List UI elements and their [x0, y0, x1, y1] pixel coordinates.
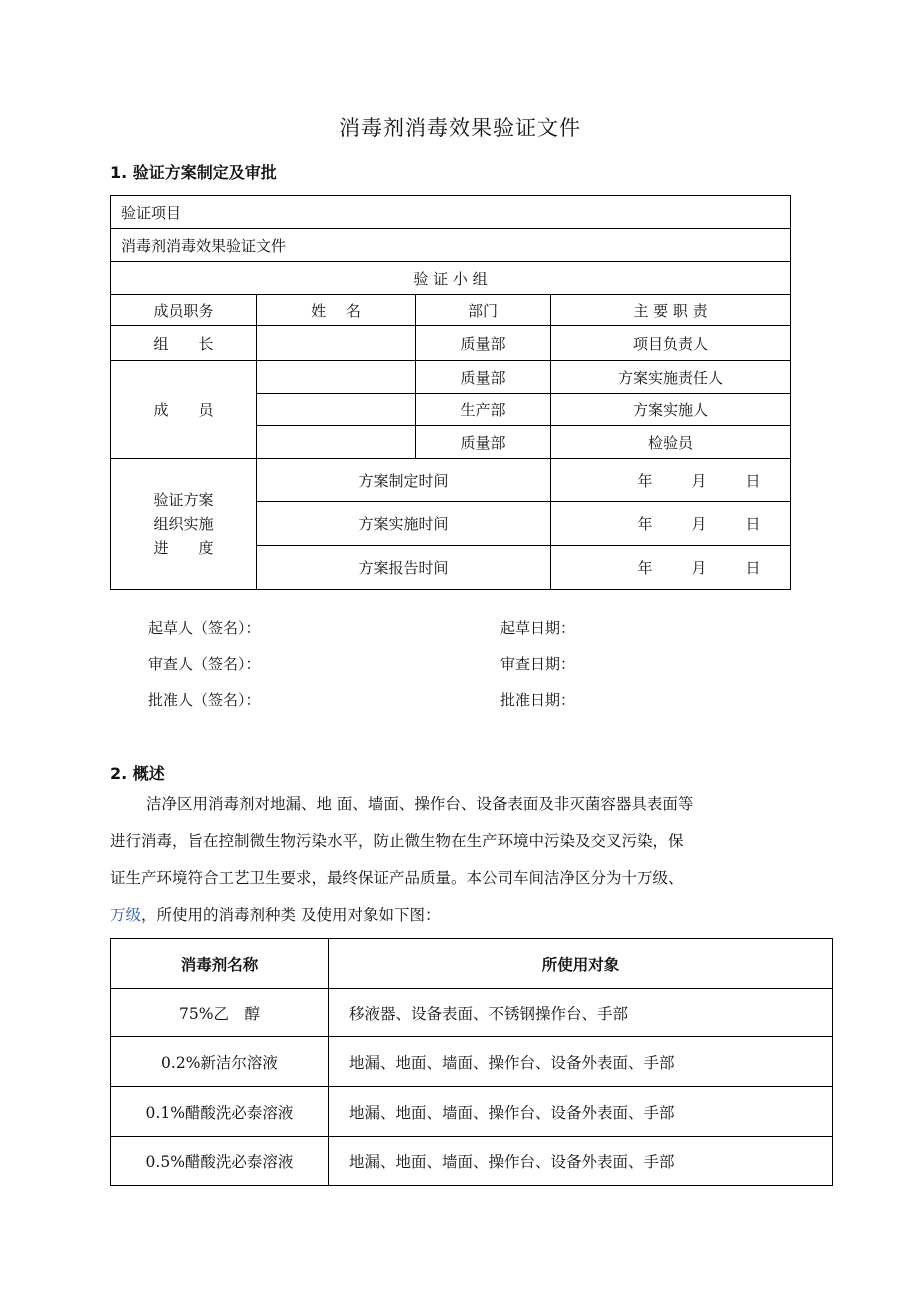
usage-target: 地漏、地面、墙面、操作台、设备外表面、手部	[329, 1037, 833, 1087]
disinfectant-table	[110, 938, 833, 1186]
approver-signature: 批准人（签名）：	[148, 691, 261, 709]
schedule-label-line: 组织实施	[153, 515, 214, 533]
usage-target: 地漏、地面、墙面、操作台、设备外表面、手部	[329, 1137, 833, 1186]
header-name: 姓 名	[257, 295, 416, 326]
review-date: 审查日期：	[500, 655, 576, 673]
year-label: 年	[637, 471, 653, 490]
year-label: 年	[637, 515, 653, 533]
leader-dept: 质量部	[416, 326, 551, 361]
para-line-rest: ，所使用的消毒剂种类 及使用对象如下图：	[141, 906, 441, 924]
schedule-item: 方案制定时间	[257, 459, 551, 502]
draft-date: 起草日期：	[500, 619, 576, 637]
leader-role: 组 长	[111, 326, 257, 361]
approval-table	[110, 195, 791, 590]
header-duty: 主 要 职 责	[551, 295, 791, 326]
member-dept: 质量部	[416, 361, 551, 394]
month-label: 月	[691, 559, 707, 577]
para-line	[110, 897, 810, 934]
para-line: 证生产环境符合工艺卫生要求，最终保证产品质量。本公司车间洁净区分为十万级、	[110, 869, 684, 887]
section2-heading: 2. 概述	[110, 764, 165, 783]
overview-paragraph	[110, 786, 810, 934]
month-label: 月	[691, 515, 707, 533]
day-label: 日	[745, 515, 761, 533]
schedule-label-line: 验证方案	[153, 491, 214, 509]
member-dept: 质量部	[416, 426, 551, 459]
member-dept: 生产部	[416, 394, 551, 426]
disinfectant-name: 0.1%醋酸洗必泰溶液	[111, 1087, 329, 1137]
usage-target: 地漏、地面、墙面、操作台、设备外表面、手部	[329, 1087, 833, 1137]
member-name	[257, 426, 416, 459]
usage-target: 移液器、设备表面、不锈钢操作台、手部	[329, 989, 833, 1037]
schedule-date	[551, 459, 791, 502]
member-duty: 方案实施人	[551, 394, 791, 426]
para-line: 洁净区用消毒剂对地漏、地 面、墙面、操作台、设备表面及非灭菌容器具表面等	[146, 795, 694, 813]
leader-name	[257, 326, 416, 361]
month-label: 月	[691, 471, 707, 490]
disinfectant-name: 75%乙 醇	[111, 989, 329, 1037]
disinfectant-name: 0.2%新洁尔溶液	[111, 1037, 329, 1087]
year-label: 年	[637, 559, 653, 577]
schedule-item: 方案报告时间	[257, 546, 551, 590]
day-label: 日	[745, 471, 761, 490]
reviewer-signature: 审查人（签名）：	[148, 655, 261, 673]
approval-date: 批准日期：	[500, 691, 576, 709]
member-name	[257, 361, 416, 394]
drafter-signature: 起草人（签名）：	[148, 619, 261, 637]
member-name	[257, 394, 416, 426]
header-role: 成员职务	[111, 295, 257, 326]
schedule-date	[551, 546, 791, 590]
section1-heading: 1. 验证方案制定及审批	[110, 163, 277, 182]
group-title: 验 证 小 组	[111, 262, 791, 295]
schedule-label-line: 进 度	[153, 539, 214, 557]
leader-duty: 项目负责人	[551, 326, 791, 361]
level-link[interactable]: 万级	[110, 906, 142, 924]
members-role: 成 员	[111, 361, 257, 459]
disinfectant-name: 0.5%醋酸洗必泰溶液	[111, 1137, 329, 1186]
day-label: 日	[745, 559, 761, 577]
member-duty: 方案实施责任人	[551, 361, 791, 394]
document-title: 消毒剂消毒效果验证文件	[339, 116, 581, 140]
header-dept: 部门	[416, 295, 551, 326]
schedule-label	[111, 459, 257, 590]
member-duty: 检验员	[551, 426, 791, 459]
schedule-item: 方案实施时间	[257, 502, 551, 546]
project-label: 验证项目	[111, 196, 791, 229]
project-value: 消毒剂消毒效果验证文件	[111, 229, 791, 262]
header-disinfectant-name: 消毒剂名称	[111, 939, 329, 989]
para-line: 进行消毒，旨在控制微生物污染水平，防止微生物在生产环境中污染及交叉污染，保	[110, 832, 684, 850]
header-usage-target: 所使用对象	[329, 939, 833, 989]
schedule-date	[551, 502, 791, 546]
